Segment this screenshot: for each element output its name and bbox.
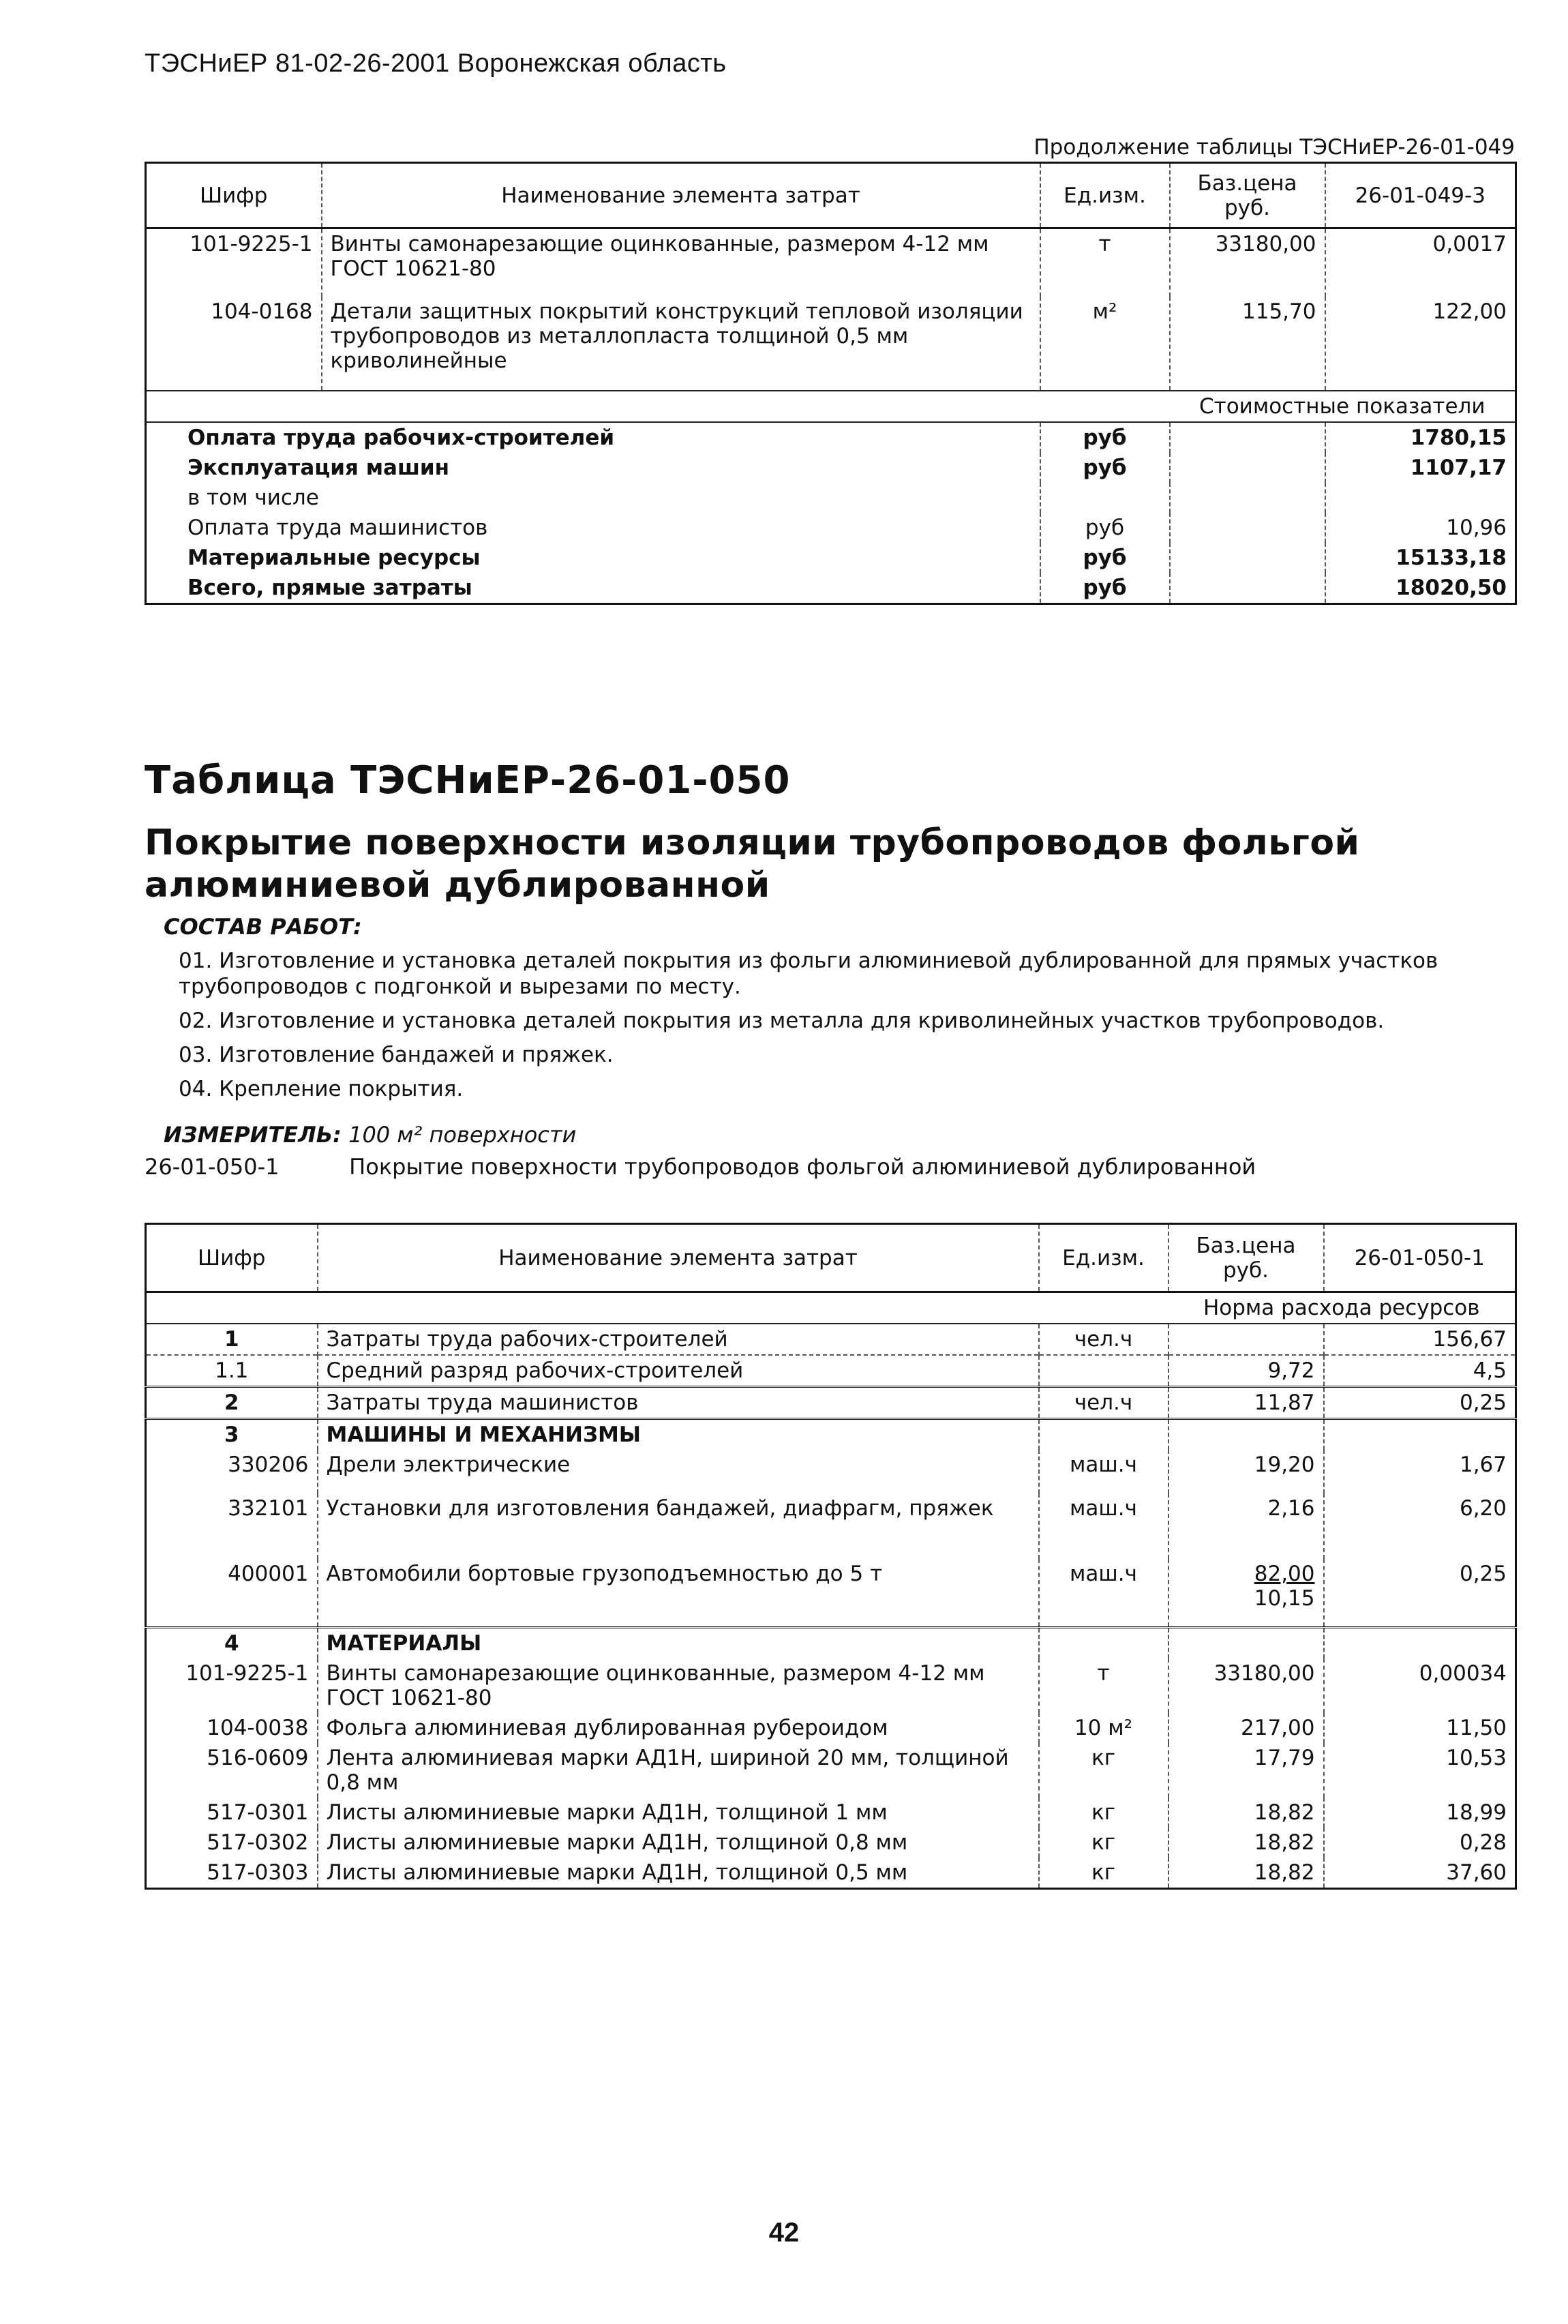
cost-row xyxy=(146,513,1516,543)
table-row xyxy=(146,1387,1516,1419)
row-code: 517-0301 xyxy=(207,1800,309,1825)
row-unit: маш.ч xyxy=(1039,1493,1169,1559)
norm-header-row xyxy=(146,1292,1516,1324)
works-list xyxy=(179,948,1515,1110)
row-price: 82,00 xyxy=(1254,1562,1315,1586)
table-row xyxy=(146,297,1516,391)
row-value: 6,20 xyxy=(1324,1493,1516,1559)
table-row xyxy=(146,1493,1516,1559)
row-name: Средний разряд рабочих-строителей xyxy=(318,1355,1039,1387)
row-value: 18,99 xyxy=(1324,1798,1516,1828)
row-name: Листы алюминиевые марки АД1Н, толщиной 0,8 мм xyxy=(318,1828,1039,1858)
cost-value xyxy=(1325,483,1516,513)
row-value: 0,25 xyxy=(1324,1387,1516,1419)
row-code: 101-9225-1 xyxy=(190,232,313,256)
table-row xyxy=(146,1798,1516,1828)
row-name: Винты самонарезающие оцинкованные, размером 4-12 мм ГОСТ 10621-80 xyxy=(318,1658,1039,1713)
row-name: Установки для изготовления бандажей, диафрагм, пряжек xyxy=(318,1493,1039,1559)
row-name: Дрели электрические xyxy=(318,1450,1039,1493)
cost-row xyxy=(146,453,1516,483)
col-header-unit: Ед.изм. xyxy=(1039,1224,1169,1292)
row-name: Затраты труда машинистов xyxy=(318,1387,1039,1419)
row-code: 330206 xyxy=(228,1452,309,1477)
row-name: Листы алюминиевые марки АД1Н, толщиной 0,5 мм xyxy=(318,1858,1039,1889)
cost-row xyxy=(146,543,1516,573)
cost-value: 18020,50 xyxy=(1325,573,1516,604)
row-code: 517-0302 xyxy=(207,1830,309,1855)
table-row xyxy=(146,228,1516,297)
work-item: 01. Изготовление и установка деталей покрытия из фольги алюминиевой дублированной для прямых участков трубопроводов с подгонкой и вырезами по месту. xyxy=(179,949,1438,999)
row-unit: кг xyxy=(1039,1858,1169,1889)
cost-header: Стоимостные показатели xyxy=(1170,391,1516,422)
row-name: Лента алюминиевая марки АД1Н, шириной 20 мм, толщиной 0,8 мм xyxy=(318,1743,1039,1798)
row-value: 4,5 xyxy=(1324,1355,1516,1387)
cost-unit: руб xyxy=(1040,453,1170,483)
row-price: 2,16 xyxy=(1169,1493,1324,1559)
row-price xyxy=(1169,1419,1324,1450)
table-row xyxy=(146,1559,1516,1627)
row-value xyxy=(1324,1419,1516,1450)
table-row xyxy=(146,1828,1516,1858)
row-value: 37,60 xyxy=(1324,1858,1516,1889)
resource-table xyxy=(145,1223,1517,1890)
row-unit: маш.ч xyxy=(1039,1450,1169,1493)
cost-unit: руб xyxy=(1040,422,1170,453)
row-unit: кг xyxy=(1039,1798,1169,1828)
cost-value: 1107,17 xyxy=(1325,453,1516,483)
row-code: 104-0168 xyxy=(211,299,313,324)
norm-header: Норма расхода ресурсов xyxy=(1203,1296,1480,1320)
measure-value: 100 м² поверхности xyxy=(348,1122,577,1148)
row-price: 33180,00 xyxy=(1170,228,1325,297)
row-unit xyxy=(1039,1355,1169,1387)
row-price: 19,20 xyxy=(1169,1450,1324,1493)
continuation-caption: Продолжение таблицы ТЭСНиЕР-26-01-049 xyxy=(1034,135,1515,160)
row-unit: маш.ч xyxy=(1039,1559,1169,1627)
row-value: 11,50 xyxy=(1324,1713,1516,1743)
row-price: 18,82 xyxy=(1169,1858,1324,1889)
table-row xyxy=(146,1355,1516,1387)
row-code: 400001 xyxy=(228,1562,309,1586)
cost-row xyxy=(146,573,1516,604)
row-value: 122,00 xyxy=(1325,297,1516,391)
row-price: 18,82 xyxy=(1169,1828,1324,1858)
measure-line xyxy=(164,1122,576,1148)
norm-name: Покрытие поверхности трубопроводов фольгой алюминиевой дублированной xyxy=(349,1154,1256,1180)
measure-label: ИЗМЕРИТЕЛЬ: xyxy=(164,1122,342,1148)
row-value: 0,25 xyxy=(1324,1559,1516,1627)
row-value xyxy=(1324,1627,1516,1658)
col-header-unit: Ед.изм. xyxy=(1040,163,1170,228)
row-code: 516-0609 xyxy=(207,1745,309,1770)
cost-row xyxy=(146,422,1516,453)
table-row xyxy=(146,1450,1516,1493)
row-unit: кг xyxy=(1039,1828,1169,1858)
cost-row xyxy=(146,483,1516,513)
row-code: 3 xyxy=(146,1419,318,1450)
row-name: МАШИНЫ И МЕХАНИЗМЫ xyxy=(318,1419,1039,1450)
cost-name: Эксплуатация машин xyxy=(187,455,450,480)
row-value: 1,67 xyxy=(1324,1450,1516,1493)
col-header-price: Баз.цена руб. xyxy=(1169,1224,1324,1292)
row-unit: т xyxy=(1039,1658,1169,1713)
row-price: 17,79 xyxy=(1169,1743,1324,1798)
row-code: 104-0038 xyxy=(207,1715,309,1740)
row-unit: т xyxy=(1040,228,1170,297)
row-price: 115,70 xyxy=(1170,297,1325,391)
row-name: Листы алюминиевые марки АД1Н, толщиной 1 мм xyxy=(318,1798,1039,1828)
table-title: Таблица ТЭСНиЕР-26-01-050 xyxy=(145,758,791,803)
work-item: 04. Крепление покрытия. xyxy=(179,1077,464,1101)
table-row xyxy=(146,1324,1516,1355)
cost-value: 10,96 xyxy=(1325,513,1516,543)
cost-name: Оплата труда рабочих-строителей xyxy=(146,422,1040,453)
row-unit: 10 м² xyxy=(1039,1713,1169,1743)
cost-value: 15133,18 xyxy=(1325,543,1516,573)
cost-name: Материальные ресурсы xyxy=(187,545,481,570)
row-code: 517-0303 xyxy=(207,1860,309,1885)
row-price: 11,87 xyxy=(1169,1387,1324,1419)
col-header-name: Наименование элемента затрат xyxy=(318,1224,1039,1292)
continuation-table xyxy=(145,162,1517,605)
cost-unit xyxy=(1040,483,1170,513)
row-code: 332101 xyxy=(228,1496,309,1521)
row-unit: кг xyxy=(1039,1743,1169,1798)
row-value: 0,00034 xyxy=(1324,1658,1516,1713)
row-price: 9,72 xyxy=(1169,1355,1324,1387)
col-header-price: Баз.цена руб. xyxy=(1170,163,1325,228)
row-unit: чел.ч xyxy=(1039,1324,1169,1355)
row-unit xyxy=(1039,1627,1169,1658)
running-header: ТЭСНиЕР 81-02-26-2001 Воронежская область xyxy=(145,49,727,78)
row-name: Детали защитных покрытий конструкций тепловой изоляции трубопроводов из металлопласта толщиной 0,5 мм криволинейные xyxy=(322,297,1040,391)
col-header-norm: 26-01-050-1 xyxy=(1324,1224,1516,1292)
row-price-secondary: 10,15 xyxy=(1254,1586,1315,1611)
col-header-name: Наименование элемента затрат xyxy=(322,163,1040,228)
row-code: 101-9225-1 xyxy=(185,1660,309,1686)
row-name: Винты самонарезающие оцинкованные, размером 4-12 мм ГОСТ 10621-80 xyxy=(322,228,1040,297)
row-name: Затраты труда рабочих-строителей xyxy=(318,1324,1039,1355)
norm-line xyxy=(145,1154,1256,1180)
cost-header-row xyxy=(146,391,1516,422)
page-number: 42 xyxy=(768,2218,800,2248)
row-value: 10,53 xyxy=(1324,1743,1516,1798)
cost-value: 1780,15 xyxy=(1325,422,1516,453)
cost-unit: руб xyxy=(1040,573,1170,604)
row-code: 1.1 xyxy=(146,1355,318,1387)
work-item: 03. Изготовление бандажей и пряжек. xyxy=(179,1043,614,1067)
row-unit: чел.ч xyxy=(1039,1387,1169,1419)
table-subtitle: Покрытие поверхности изоляции трубопроводов фольгой алюминиевой дублированной xyxy=(145,822,1360,906)
row-value: 156,67 xyxy=(1324,1324,1516,1355)
norm-code: 26-01-050-1 xyxy=(145,1154,280,1180)
row-value: 0,0017 xyxy=(1325,228,1516,297)
cost-name: Всего, прямые затраты xyxy=(187,575,472,600)
row-price xyxy=(1169,1324,1324,1355)
row-code: 4 xyxy=(146,1627,318,1658)
col-header-code: Шифр xyxy=(146,1224,318,1292)
row-price: 18,82 xyxy=(1169,1798,1324,1828)
table-row xyxy=(146,1658,1516,1713)
table-row xyxy=(146,1419,1516,1450)
cost-name: Оплата труда машинистов xyxy=(187,515,488,540)
works-label: СОСТАВ РАБОТ: xyxy=(164,914,362,940)
row-price: 33180,00 xyxy=(1169,1658,1324,1713)
cost-name: в том числе xyxy=(187,485,319,510)
table-row xyxy=(146,1743,1516,1798)
cost-unit: руб xyxy=(1040,543,1170,573)
cost-unit: руб xyxy=(1040,513,1170,543)
row-price xyxy=(1169,1627,1324,1658)
row-unit: м² xyxy=(1040,297,1170,391)
table-row xyxy=(146,1627,1516,1658)
row-price: 217,00 xyxy=(1169,1713,1324,1743)
row-name: Автомобили бортовые грузоподъемностью до 5 т xyxy=(318,1559,1039,1627)
row-price-cell xyxy=(1169,1559,1324,1627)
row-code: 1 xyxy=(146,1324,318,1355)
work-item: 02. Изготовление и установка деталей покрытия из металла для криволинейных участков трубопроводов. xyxy=(179,1009,1385,1033)
row-code: 2 xyxy=(146,1387,318,1419)
table-row xyxy=(146,1713,1516,1743)
row-value: 0,28 xyxy=(1324,1828,1516,1858)
col-header-norm: 26-01-049-3 xyxy=(1325,163,1516,228)
row-name: МАТЕРИАЛЫ xyxy=(318,1627,1039,1658)
table-row xyxy=(146,1858,1516,1889)
col-header-code: Шифр xyxy=(146,163,322,228)
row-unit xyxy=(1039,1419,1169,1450)
row-name: Фольга алюминиевая дублированная рубероидом xyxy=(318,1713,1039,1743)
